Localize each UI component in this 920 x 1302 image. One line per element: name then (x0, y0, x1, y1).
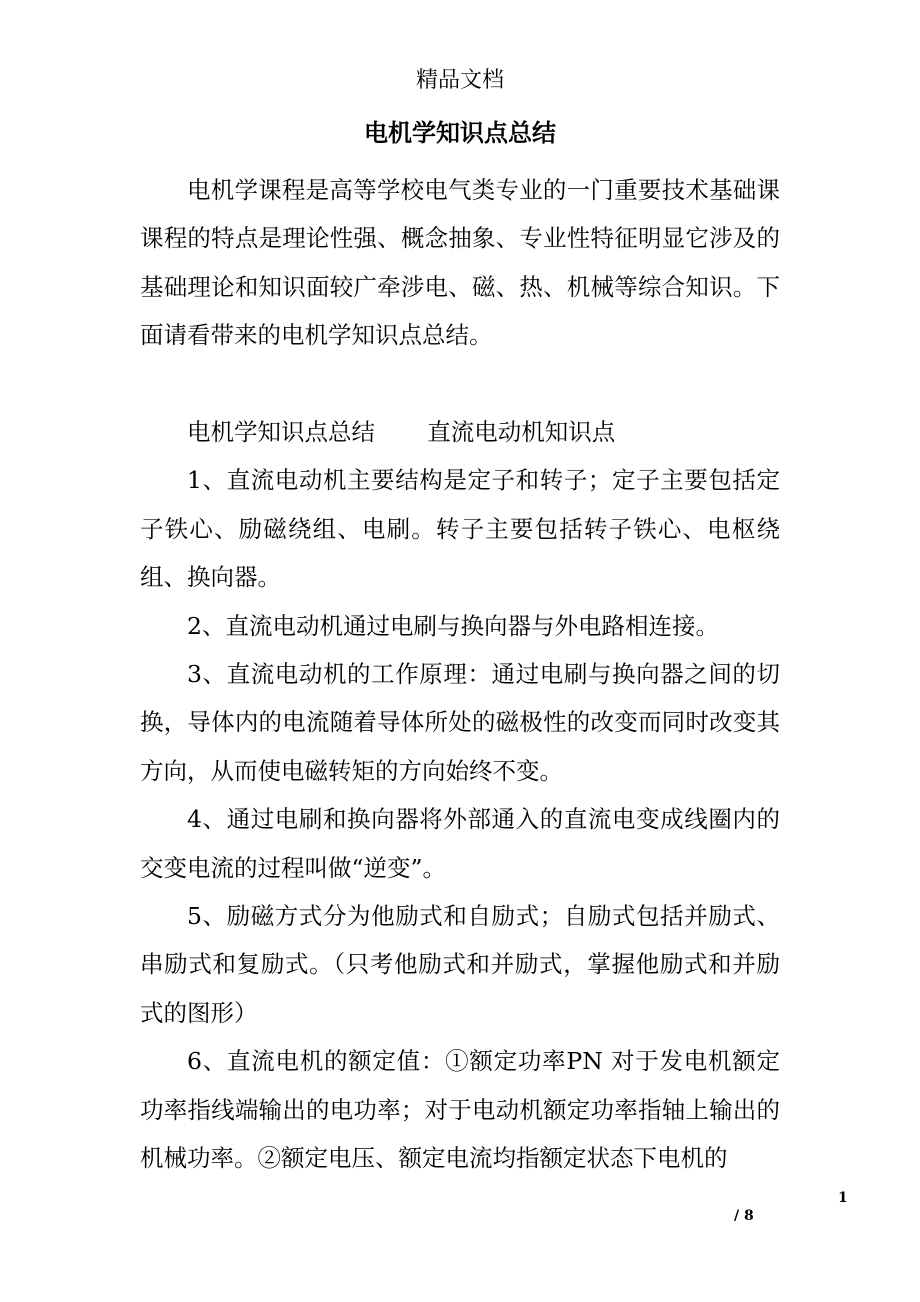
paragraph-2: 2、直流电动机通过电刷与换向器与外电路相连接。 (187, 611, 719, 640)
section-heading-sub: 直流电动机知识点 (427, 418, 616, 447)
section-heading (140, 408, 780, 456)
paragraph-spacer (140, 360, 780, 408)
paragraph-6: 6、直流电机的额定值：①额定功率PN 对于发电机额定功率指线端输出的电功率；对于电动机额定功率指轴上输出的机械功率。②额定电压、额定电流均指额定状态下电机的 (140, 1047, 780, 1173)
intro-paragraph: 电机学课程是高等学校电气类专业的一门重要技术基础课课程的特点是理论性强、概念抽象、专业性特征明显它涉及的基础理论和知识面较广牵涉电、磁、热、机械等综合知识。下面请看带来的电机学知识点总结。 (140, 176, 780, 350)
paragraph-5: 5、励磁方式分为他励式和自励式；自励式包括并励式、串励式和复励式。（只考他励式和并励式，掌握他励式和并励式的图形） (140, 902, 780, 1027)
document-body (140, 166, 780, 1183)
document-header-label: 精品文档 (415, 68, 504, 93)
paragraph-3: 3、直流电动机的工作原理：通过电刷与换向器之间的切换，导体内的电流随着导体所处的磁极性的改变而同时改变其方向，从而使电磁转矩的方向始终不变。 (140, 660, 780, 785)
paragraph-4: 4、通过电刷和换向器将外部通入的直流电变成线圈内的交变电流的过程叫做“逆变”。 (140, 805, 780, 882)
paragraph-1: 1、直流电动机主要结构是定子和转子；定子主要包括定子铁心、励磁绕组、电刷。转子主要包括转子铁心、电枢绕组、换向器。 (140, 466, 780, 592)
page-number: 1 (838, 1190, 848, 1206)
page-total: / 8 (734, 1208, 754, 1224)
document-title: 电机学知识点总结 (364, 118, 556, 147)
section-heading-main: 电机学知识点总结 (187, 418, 375, 447)
